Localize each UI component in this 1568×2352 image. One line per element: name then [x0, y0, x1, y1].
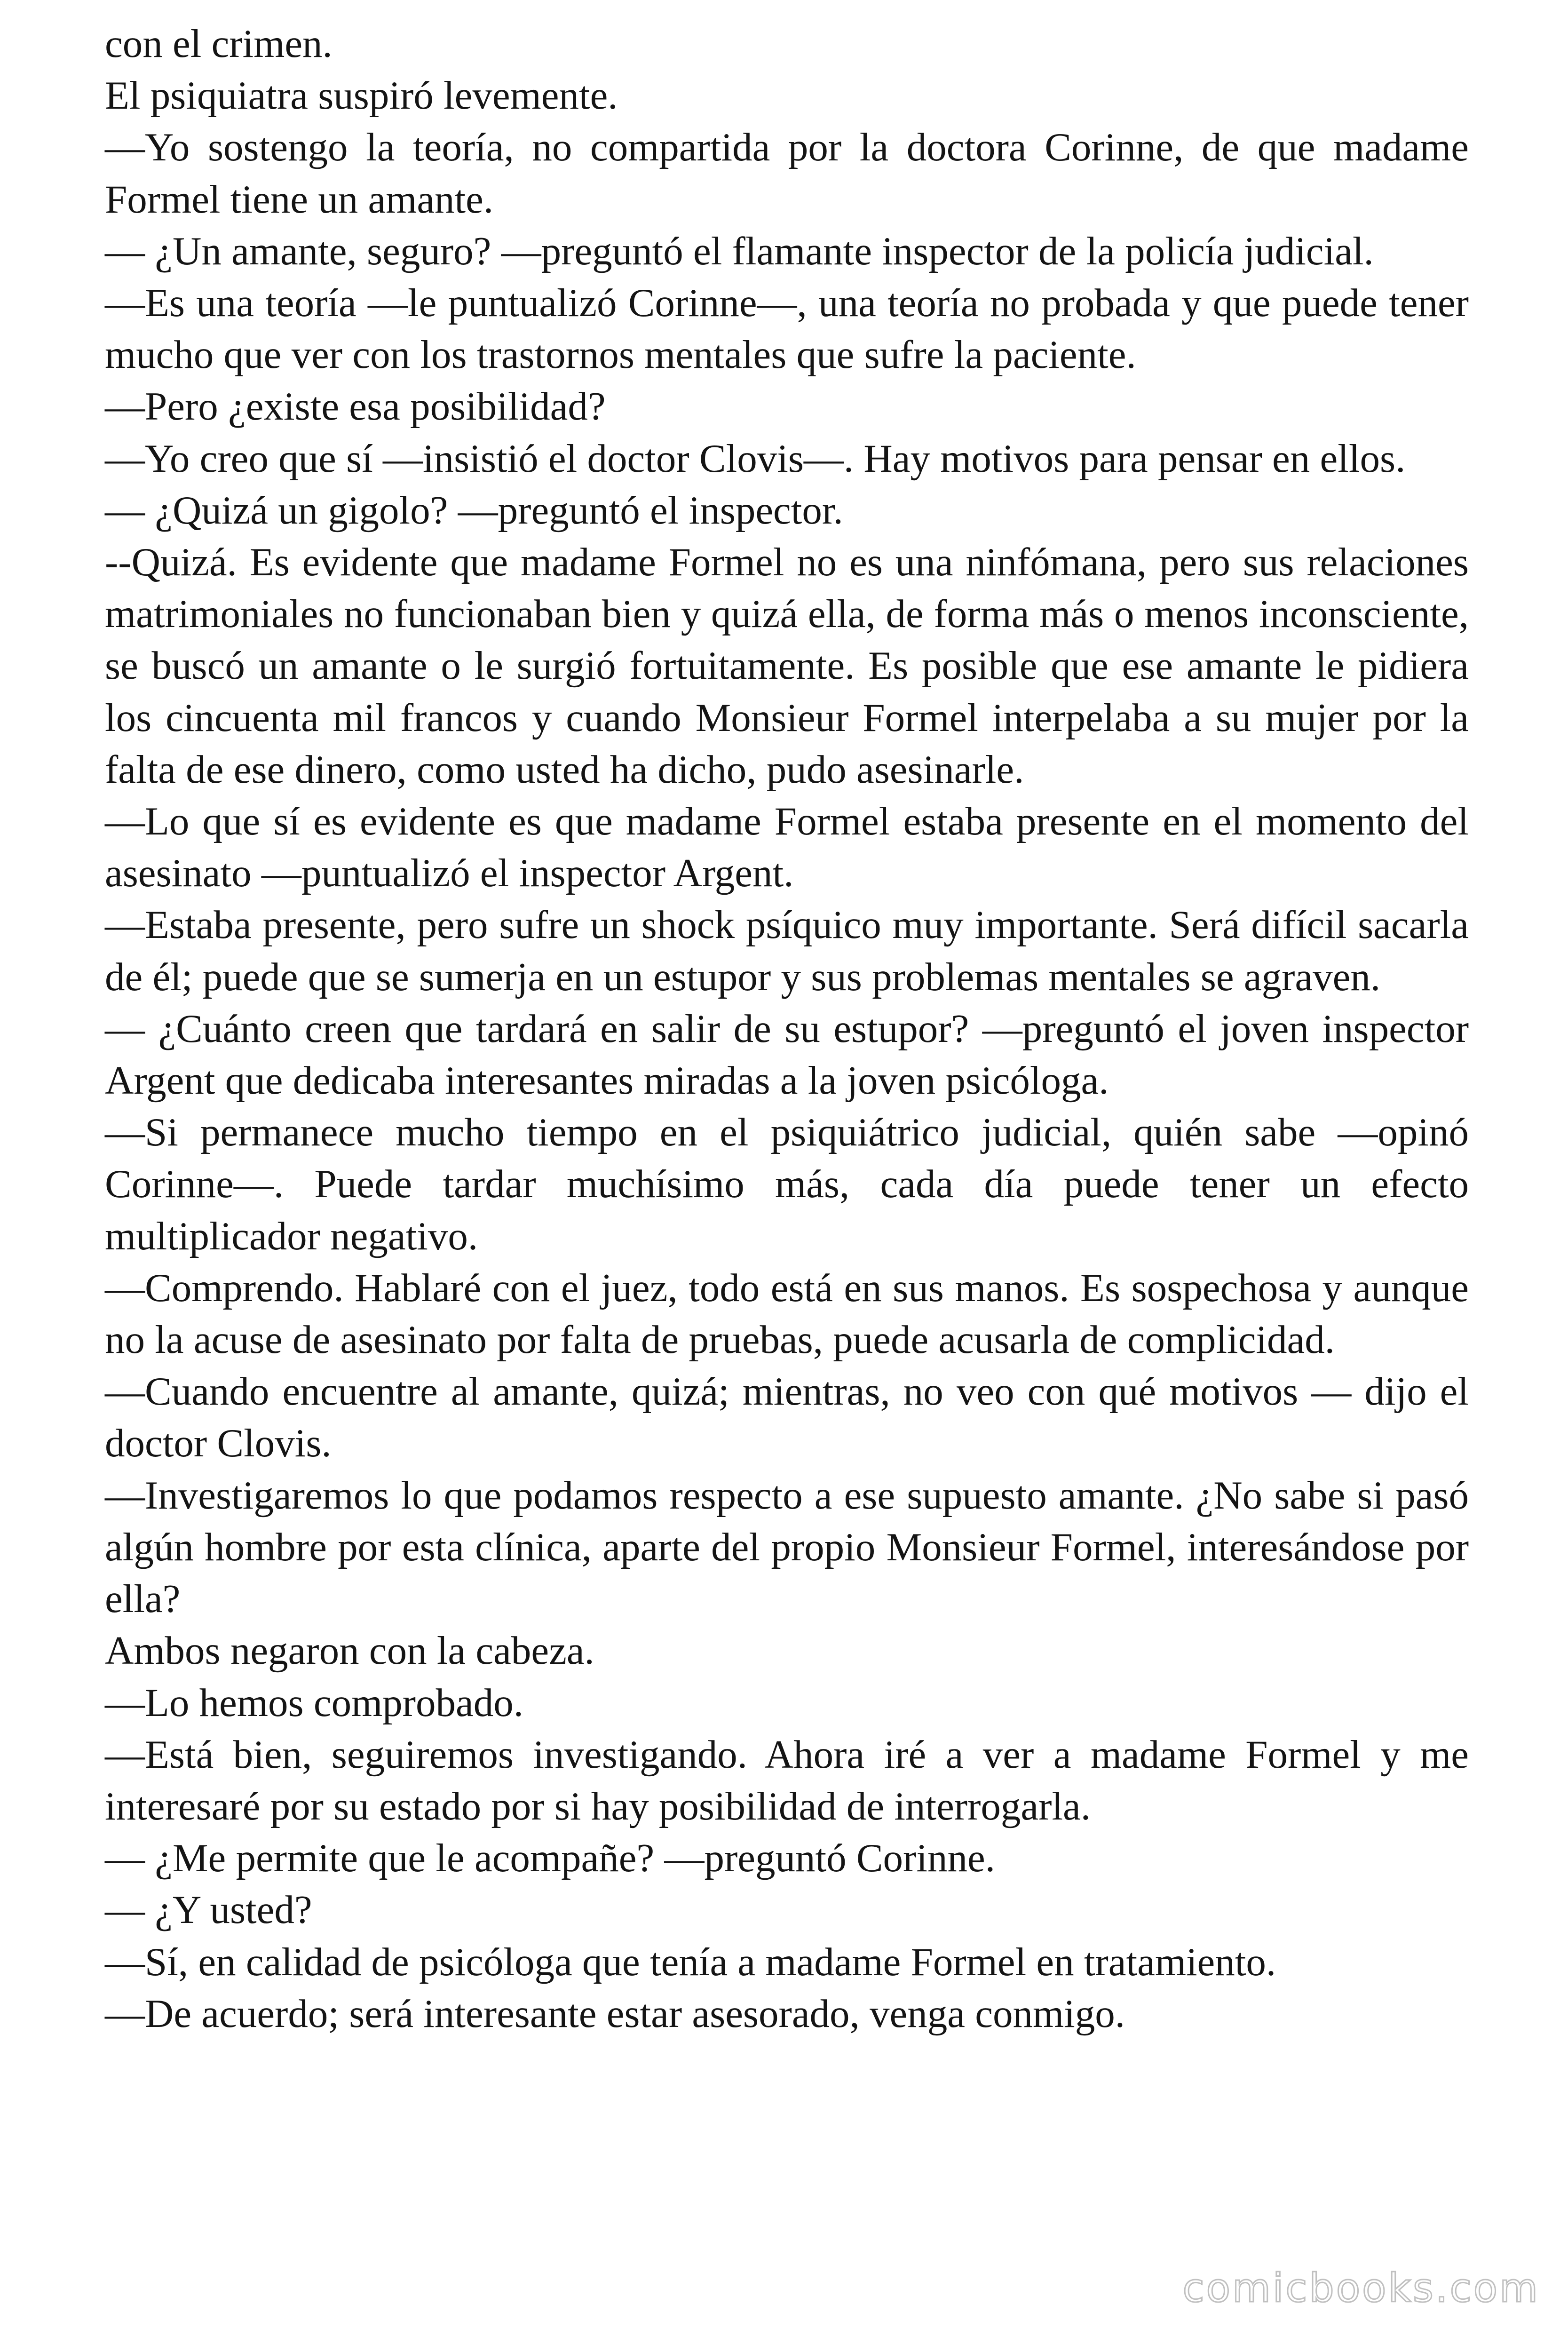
paragraph: —Lo hemos comprobado.: [105, 1680, 523, 1725]
book-page: [105, 18, 1469, 2040]
paragraph: —Estaba presente, pero sufre un shock psíquico muy importante. Será difícil sacarla de él; puede que se sumerja en un estupor y sus problemas mentales se agraven.: [105, 903, 1469, 999]
paragraph: —Yo creo que sí —insistió el doctor Clovis—. Hay motivos para pensar en ellos.: [105, 436, 1406, 481]
paragraph: — ¿Me permite que le acompañe? —preguntó Corinne.: [105, 1836, 995, 1881]
paragraph: —Es una teoría —le puntualizó Corinne—, una teoría no probada y que puede tener mucho que ver con los trastornos mentales que sufre la paciente.: [105, 281, 1469, 377]
paragraph: —Yo sostengo la teoría, no compartida por la doctora Corinne, de que madame Formel tiene un amante.: [105, 125, 1469, 222]
paragraph: —Pero ¿existe esa posibilidad?: [105, 384, 606, 429]
paragraph: --Quizá. Es evidente que madame Formel no es una ninfómana, pero sus relaciones matrimoniales no funcionaban bien y quizá ella, de forma más o menos inconsciente, se buscó un amante o le surgió fortuitamente. Es posible que ese amante le pidiera los cincuenta mil francos y cuando Monsieur Formel interpelaba a su mujer por la falta de ese dinero, como usted ha dicho, pudo asesinarle.: [105, 540, 1469, 792]
paragraph: con el crimen.: [105, 22, 333, 66]
paragraph: —Está bien, seguiremos investigando. Ahora iré a ver a madame Formel y me interesaré por su estado por si hay posibilidad de interrogarla.: [105, 1732, 1469, 1828]
paragraph: —Si permanece mucho tiempo en el psiquiátrico judicial, quién sabe —opinó Corinne—. Puede tardar muchísimo más, cada día puede tener un efecto multiplicador negativo.: [105, 1110, 1469, 1258]
paragraph: —Comprendo. Hablaré con el juez, todo está en sus manos. Es sospechosa y aunque no la acuse de asesinato por falta de pruebas, puede acusarla de complicidad.: [105, 1265, 1469, 1362]
paragraph: Ambos negaron con la cabeza.: [105, 1629, 594, 1673]
paragraph: — ¿Quizá un gigolo? —preguntó el inspector.: [105, 488, 843, 532]
paragraph: —Sí, en calidad de psicóloga que tenía a madame Formel en tratamiento.: [105, 1939, 1276, 1984]
paragraph: —Cuando encuentre al amante, quizá; mientras, no veo con qué motivos — dijo el doctor Clovis.: [105, 1369, 1469, 1466]
paragraph: —Lo que sí es evidente es que madame Formel estaba presente en el momento del asesinato —puntualizó el inspector Argent.: [105, 799, 1469, 896]
watermark: comicbooks.com: [1182, 2265, 1540, 2311]
paragraph: El psiquiatra suspiró levemente.: [105, 73, 618, 118]
paragraph: — ¿Un amante, seguro? —preguntó el flamante inspector de la policía judicial.: [105, 229, 1374, 273]
paragraph: —Investigaremos lo que podamos respecto a ese supuesto amante. ¿No sabe si pasó algún hombre por esta clínica, aparte del propio Monsieur Formel, interesándose por ella?: [105, 1473, 1469, 1621]
paragraph: —De acuerdo; será interesante estar asesorado, venga conmigo.: [105, 1991, 1125, 2036]
paragraph: — ¿Y usted?: [105, 1888, 312, 1932]
paragraph: — ¿Cuánto creen que tardará en salir de su estupor? —preguntó el joven inspector Argent que dedicaba interesantes miradas a la joven psicóloga.: [105, 1006, 1469, 1103]
